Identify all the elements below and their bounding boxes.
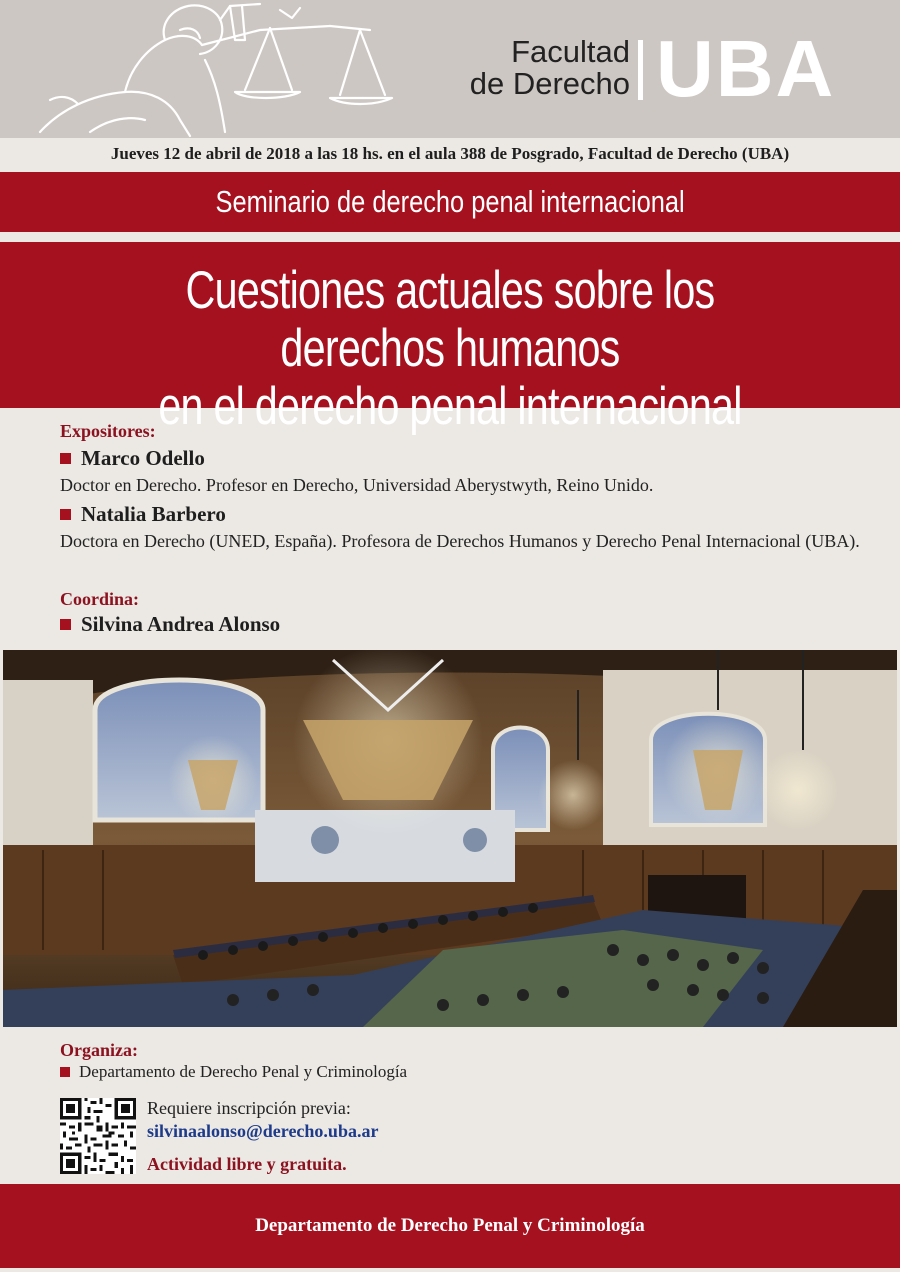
bullet-square-icon xyxy=(60,619,71,630)
footer-banner xyxy=(0,1184,900,1268)
registration-email-link[interactable]: silvinaalonso@derecho.uba.ar xyxy=(147,1121,379,1141)
speaker-1-name-text: Marco Odello xyxy=(81,446,205,470)
bullet-square-icon xyxy=(60,453,71,464)
event-date-line: Jueves 12 de abril de 2018 a las 18 hs. en el aula 388 de Posgrado, Facultad de Derecho (UBA) xyxy=(110,144,790,163)
speaker-1-name xyxy=(60,446,205,471)
speakers-label: Expositores: xyxy=(60,421,156,441)
speaker-2-description: Doctora en Derecho (UNED, España). Profesora de Derechos Humanos y Derecho Penal Internacional (UBA). xyxy=(60,531,860,551)
organizer-name: Departamento de Derecho Penal y Criminología xyxy=(79,1062,408,1081)
faculty-name xyxy=(440,36,630,100)
qr-code-icon[interactable] xyxy=(60,1098,136,1174)
footer-text: Departamento de Derecho Penal y Criminología xyxy=(255,1215,645,1236)
main-title-line-2: en el derecho penal internacional xyxy=(158,377,742,436)
bullet-square-icon xyxy=(60,509,71,520)
speaker-1-description: Doctor en Derecho. Profesor en Derecho, Universidad Aberystwyth, Reino Unido. xyxy=(60,475,654,495)
seminar-title: Seminario de derecho penal internacional xyxy=(215,184,685,219)
organizer-item xyxy=(60,1062,407,1082)
free-activity-note: Actividad libre y gratuita. xyxy=(147,1154,347,1174)
coordinator-label: Coordina: xyxy=(60,589,140,609)
seminar-banner xyxy=(0,172,900,232)
organizer-label: Organiza: xyxy=(60,1040,138,1060)
faculty-line-1: Facultad xyxy=(511,34,630,69)
header-divider xyxy=(638,40,643,100)
courtroom-photo xyxy=(3,650,897,1027)
header xyxy=(0,0,900,138)
registration-text: Requiere inscripción previa: xyxy=(147,1098,351,1118)
speaker-2-name-text: Natalia Barbero xyxy=(81,502,226,526)
coordinator-name-text: Silvina Andrea Alonso xyxy=(81,612,281,636)
faculty-line-2: de Derecho xyxy=(469,66,630,101)
bullet-square-icon xyxy=(60,1067,70,1077)
justice-figure-illustration xyxy=(30,0,410,138)
speaker-2-name xyxy=(60,502,226,527)
main-title-line-1: Cuestiones actuales sobre los derechos humanos xyxy=(185,261,715,378)
university-logo-text: UBA xyxy=(656,24,836,113)
coordinator-name xyxy=(60,612,280,637)
